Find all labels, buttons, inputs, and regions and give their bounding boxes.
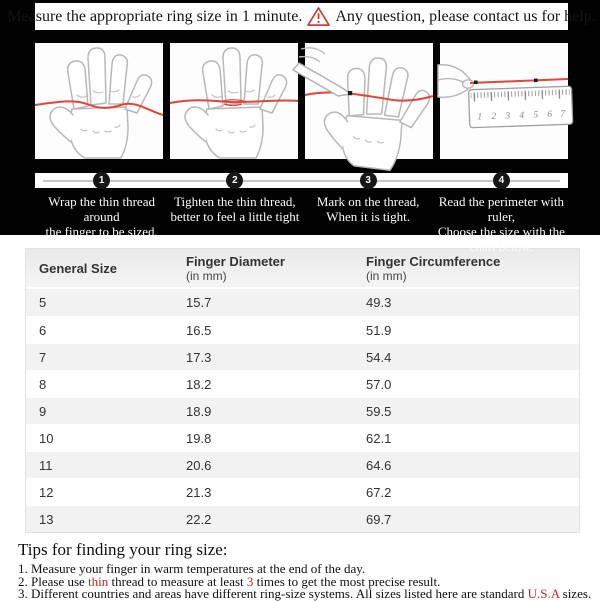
- step-3-badge: 3: [360, 172, 377, 189]
- tip-2-highlight-thin: thin: [88, 573, 109, 589]
- table-row: [26, 370, 579, 397]
- warning-triangle-icon: [307, 6, 330, 27]
- column-subtitle: (in mm): [366, 268, 407, 283]
- ring-size-table: [25, 248, 580, 533]
- tips-heading: Tips for finding your ring size:: [18, 540, 228, 559]
- cell-size: 12: [39, 484, 54, 500]
- cell-size: 6: [39, 322, 47, 338]
- step-2-caption-line1: Tighten the thin thread,: [174, 194, 296, 209]
- column-title: Finger Diameter: [186, 253, 285, 269]
- cell-circumference: 67.2: [366, 484, 392, 500]
- table-row: [26, 397, 579, 424]
- cell-diameter: 16.5: [186, 322, 212, 338]
- step-2-badge: 2: [226, 172, 243, 189]
- cell-size: 13: [39, 511, 54, 527]
- tip-3-highlight-usa: U.S.A: [527, 586, 560, 601]
- step-3-caption-line1: Mark on the thread,: [316, 194, 420, 209]
- tips-section: [18, 540, 600, 601]
- column-subtitle: (in mm): [186, 268, 227, 283]
- cell-diameter: 20.6: [186, 457, 212, 473]
- table-row: [26, 343, 579, 370]
- table-row: [26, 478, 579, 505]
- column-header-finger-diameter: [186, 254, 366, 283]
- cell-diameter: 18.2: [186, 376, 212, 392]
- cell-size: 5: [39, 295, 47, 310]
- illustration-step-4-ruler: [440, 43, 568, 159]
- cell-circumference: 57.0: [366, 376, 392, 392]
- instructions-section: [0, 0, 600, 254]
- cell-circumference: 49.3: [366, 295, 392, 310]
- step-4-caption: [435, 194, 568, 254]
- ruler-number: 4: [519, 110, 525, 122]
- step-3-caption-line2: When it is tight.: [326, 209, 411, 224]
- tip-3: [18, 588, 600, 601]
- table-header-row: [26, 249, 579, 289]
- header-banner: [7, 3, 596, 30]
- illustration-step-3-mark-thread: [305, 43, 433, 159]
- header-text-right: Any question, please contact us for help.: [335, 7, 596, 25]
- ruler-number: 5: [533, 110, 539, 121]
- ruler-number: 6: [547, 109, 553, 121]
- tip-2-highlight-3: 3: [246, 573, 254, 589]
- cell-diameter: 15.7: [186, 295, 212, 310]
- step-captions: [35, 194, 568, 254]
- cell-circumference: 69.7: [366, 511, 392, 527]
- cell-diameter: 22.2: [186, 511, 212, 527]
- table-row: [26, 424, 579, 451]
- cell-size: 10: [39, 430, 54, 446]
- column-title: General Size: [39, 260, 118, 276]
- table-row: [26, 316, 579, 343]
- cell-circumference: 59.5: [366, 403, 392, 419]
- header-text-left: Measure the appropriate ring size in 1 minute.: [7, 7, 303, 25]
- cell-circumference: 54.4: [366, 349, 392, 365]
- ruler-number: 3: [505, 111, 511, 122]
- table-row: [26, 451, 579, 478]
- tip-3-text: 3. Different countries and areas have different ring-size systems. All sizes listed here are standard: [18, 586, 528, 601]
- cell-circumference: 64.6: [366, 457, 392, 473]
- illustration-step-1-wrap-thread: [35, 43, 163, 159]
- column-header-finger-circumference: [366, 254, 579, 283]
- tip-2-text: thread to measure at least: [108, 573, 247, 589]
- cell-diameter: 21.3: [186, 484, 212, 500]
- tip-1: 1. Measure your finger in warm temperatures at the end of the day.: [18, 561, 366, 576]
- step-2-caption: [168, 194, 301, 254]
- column-header-general-size: [26, 261, 186, 276]
- step-3-caption: [302, 194, 435, 254]
- step-4-badge: 4: [493, 172, 510, 189]
- step-1-caption-line1: Wrap the thin thread around: [48, 194, 155, 224]
- illustration-step-2-tighten-thread: [170, 43, 298, 159]
- table-row: [26, 289, 579, 316]
- cell-size: 9: [39, 403, 47, 419]
- step-2-caption-line2: better to feel a little tight: [170, 209, 300, 224]
- tip-2-text: times to get the most precise result.: [253, 573, 441, 589]
- tip-3-text: sizes.: [559, 586, 592, 601]
- cell-diameter: 19.8: [186, 430, 212, 446]
- ruler-number: 7: [560, 109, 566, 120]
- ruler-number: 1: [477, 112, 483, 123]
- step-progress-bar: [35, 173, 568, 188]
- step-4-caption-line1: Read the perimeter with ruler,: [438, 194, 564, 224]
- illustration-panels: [35, 43, 568, 159]
- cell-size: 11: [39, 457, 53, 473]
- column-title: Finger Circumference: [366, 253, 501, 269]
- cell-size: 8: [39, 376, 47, 392]
- ruler-number: 2: [491, 111, 497, 123]
- step-1-caption-line2: the finger to be sized.: [45, 224, 158, 239]
- step-4-caption-line2: Choose the size with the chart below.: [437, 224, 565, 254]
- step-1-badge: 1: [93, 172, 110, 189]
- table-row: [26, 505, 579, 532]
- step-1-caption: [35, 194, 168, 254]
- cell-size: 7: [39, 349, 47, 365]
- tip-2-text: 2. Please use: [18, 573, 89, 589]
- cell-circumference: 51.9: [366, 322, 392, 338]
- cell-diameter: 18.9: [186, 403, 212, 419]
- cell-diameter: 17.3: [186, 349, 212, 365]
- cell-circumference: 62.1: [366, 430, 392, 446]
